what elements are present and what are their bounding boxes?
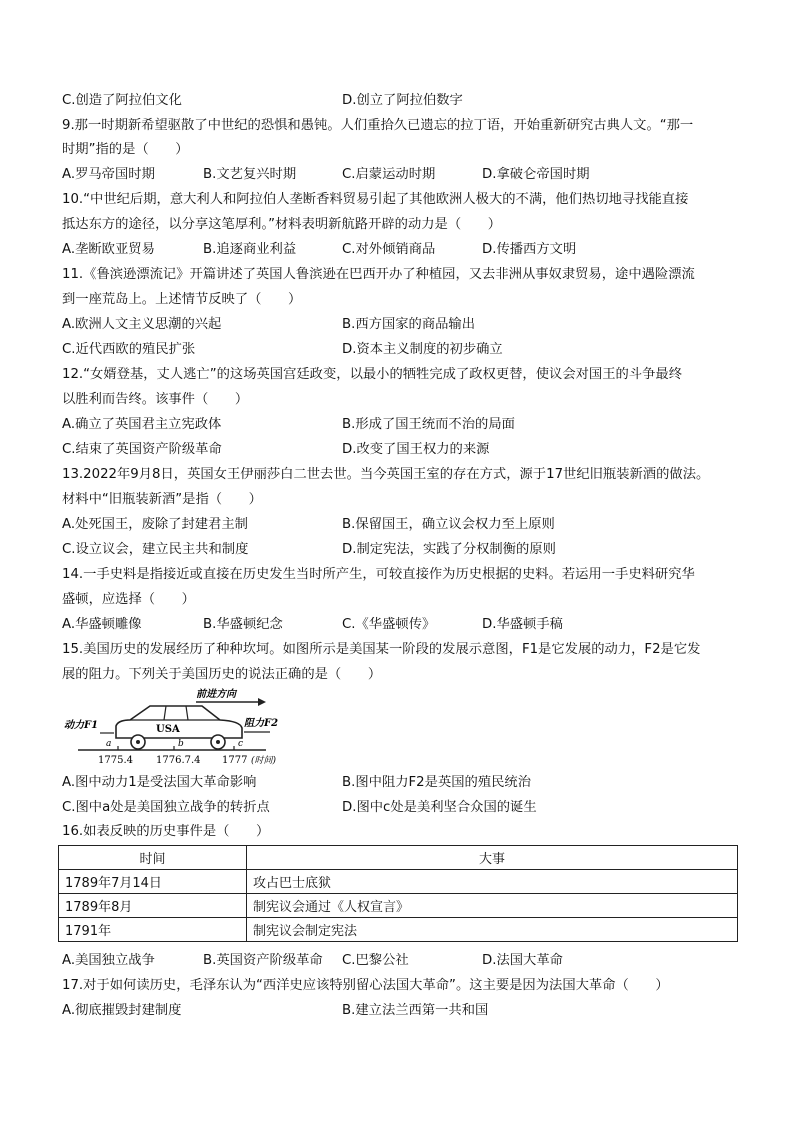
- q9-stem-line2: 时期”指的是（ ）: [62, 142, 189, 157]
- q9-stem-line1: 9.那一时期新希望驱散了中世纪的恐惧和愚钝。人们重拾久已遗忘的拉丁语，开始重新研究古典人文。“那一: [62, 118, 694, 133]
- q12-option-d: D.改变了国王权力的来源: [342, 442, 490, 457]
- car-label: USA: [156, 724, 180, 735]
- q9-option-a: A.罗马帝国时期: [62, 167, 155, 182]
- q12-option-a: A.确立了英国君主立宪政体: [62, 417, 222, 432]
- table-header-event: 大事: [247, 846, 738, 870]
- q15-option-c: C.图中a处是美国独立战争的转折点: [62, 800, 270, 815]
- table-cell-time: 1789年8月: [59, 894, 247, 918]
- q11-option-b: B.西方国家的商品输出: [342, 317, 476, 332]
- q13-option-d: D.制定宪法，实践了分权制衡的原则: [342, 542, 556, 557]
- wheel-front-hub: [216, 740, 220, 744]
- table-cell-event: 制宪议会通过《人权宣言》: [247, 894, 738, 918]
- table-cell-event: 攻占巴士底狱: [247, 870, 738, 894]
- q10-option-b: B.追逐商业利益: [203, 242, 297, 257]
- q9-option-b: B.文艺复兴时期: [203, 167, 297, 182]
- q8-option-c: C.创造了阿拉伯文化: [62, 93, 182, 108]
- point-c-label: c: [238, 739, 244, 749]
- table-row: [59, 918, 738, 942]
- q8-option-d: D.创立了阿拉伯数字: [342, 93, 463, 108]
- events-table: [58, 845, 738, 942]
- q14-option-a: A.华盛顿雕像: [62, 617, 142, 632]
- q9-option-c: C.启蒙运动时期: [342, 167, 436, 182]
- q13-option-c: C.设立议会，建立民主共和制度: [62, 542, 249, 557]
- direction-arrowhead: [258, 698, 266, 706]
- direction-label: 前进方向: [196, 689, 236, 700]
- q10-stem-line1: 10.“中世纪后期，意大利人和阿拉伯人垄断香料贸易引起了其他欧洲人极大的不满，他们热切地寻找能直接: [62, 192, 689, 207]
- q14-option-b: B.华盛顿纪念: [203, 617, 283, 632]
- q13-stem-line1: 13.2022年9月8日，英国女王伊丽莎白二世去世。当今英国王室的存在方式，源于17世纪旧瓶装新酒的做法。: [62, 467, 710, 482]
- q11-stem-line1: 11.《鲁滨逊漂流记》开篇讲述了英国人鲁滨逊在巴西开办了种植园，又去非洲从事奴隶贸易，途中遇险漂流: [62, 267, 695, 282]
- q10-option-a: A.垄断欧亚贸易: [62, 242, 155, 257]
- q12-option-c: C.结束了英国资产阶级革命: [62, 442, 222, 457]
- q14-option-c: C.《华盛顿传》: [342, 617, 436, 632]
- table-cell-time: 1791年: [59, 918, 247, 942]
- q15-option-d: D.图中c处是美利坚合众国的诞生: [342, 800, 537, 815]
- q15-stem-line1: 15.美国历史的发展经历了种种坎坷。如图所示是美国某一阶段的发展示意图，F1是它发展的动力，F2是它发: [62, 642, 701, 657]
- q16-option-a: A.美国独立战争: [62, 953, 155, 968]
- q11-option-c: C.近代西欧的殖民扩张: [62, 342, 196, 357]
- point-b-label: b: [178, 739, 184, 749]
- q10-option-c: C.对外倾销商品: [342, 242, 436, 257]
- q11-stem-line2: 到一座荒岛上。上述情节反映了（ ）: [62, 292, 302, 307]
- table-cell-time: 1789年7月14日: [59, 870, 247, 894]
- table-row: [59, 894, 738, 918]
- q13-option-a: A.处死国王，废除了封建君主制: [62, 517, 248, 532]
- force1-label: 动力F1: [64, 720, 99, 731]
- q11-option-d: D.资本主义制度的初步确立: [342, 342, 503, 357]
- date-b-label: 1776.7.4: [156, 755, 201, 766]
- date-a-label: 1775.4: [98, 755, 133, 766]
- q12-option-b: B.形成了国王统而不治的局面: [342, 417, 515, 432]
- q12-stem-line1: 12.“女婿登基，丈人逃亡”的这场英国宫廷政变，以最小的牺牲完成了政权更替，使议会对国王的斗争最终: [62, 367, 682, 382]
- q10-option-d: D.传播西方文明: [482, 242, 577, 257]
- q16-option-c: C.巴黎公社: [342, 953, 409, 968]
- q12-stem-line2: 以胜利而告终。该事件（ ）: [62, 392, 249, 407]
- time-axis-label: (时间): [251, 756, 277, 766]
- q17-stem: 17.对于如何读历史，毛泽东认为“西洋史应该特别留心法国大革命”。这主要是因为法国大革命（ ）: [62, 978, 669, 993]
- force2-label: 阻力F2: [244, 718, 279, 729]
- q9-option-d: D.拿破仑帝国时期: [482, 167, 590, 182]
- table-header-time: 时间: [59, 846, 247, 870]
- wheel-rear-hub: [136, 740, 140, 744]
- date-c-label: 1777: [222, 755, 248, 766]
- q16-option-b: B.英国资产阶级革命: [203, 953, 323, 968]
- q14-stem-line2: 盛顿，应选择（ ）: [62, 592, 195, 607]
- q11-option-a: A.欧洲人文主义思潮的兴起: [62, 317, 222, 332]
- q17-option-b: B.建立法兰西第一共和国: [342, 1003, 489, 1018]
- q13-stem-line2: 材料中“旧瓶装新酒”是指（ ）: [62, 492, 262, 507]
- q15-option-a: A.图中动力1是受法国大革命影响: [62, 775, 257, 790]
- table-header-row: [59, 846, 738, 870]
- q16-option-d: D.法国大革命: [482, 953, 563, 968]
- q15-stem-line2: 展的阻力。下列关于美国历史的说法正确的是（ ）: [62, 667, 382, 682]
- q17-option-a: A.彻底摧毁封建制度: [62, 1003, 182, 1018]
- q13-option-b: B.保留国王，确立议会权力至上原则: [342, 517, 555, 532]
- q14-option-d: D.华盛顿手稿: [482, 617, 563, 632]
- q10-stem-line2: 抵达东方的途径，以分享这笔厚利。”材料表明新航路开辟的动力是（ ）: [62, 217, 502, 232]
- us-development-diagram: [58, 686, 318, 770]
- q16-stem: 16.如表反映的历史事件是（ ）: [62, 824, 270, 839]
- point-a-label: a: [106, 739, 112, 749]
- table-cell-event: 制宪议会制定宪法: [247, 918, 738, 942]
- q14-stem-line1: 14.一手史料是指接近或直接在历史发生当时所产生，可较直接作为历史根据的史料。若运用一手史料研究华: [62, 567, 695, 582]
- q15-option-b: B.图中阻力F2是英国的殖民统治: [342, 775, 532, 790]
- table-row: [59, 870, 738, 894]
